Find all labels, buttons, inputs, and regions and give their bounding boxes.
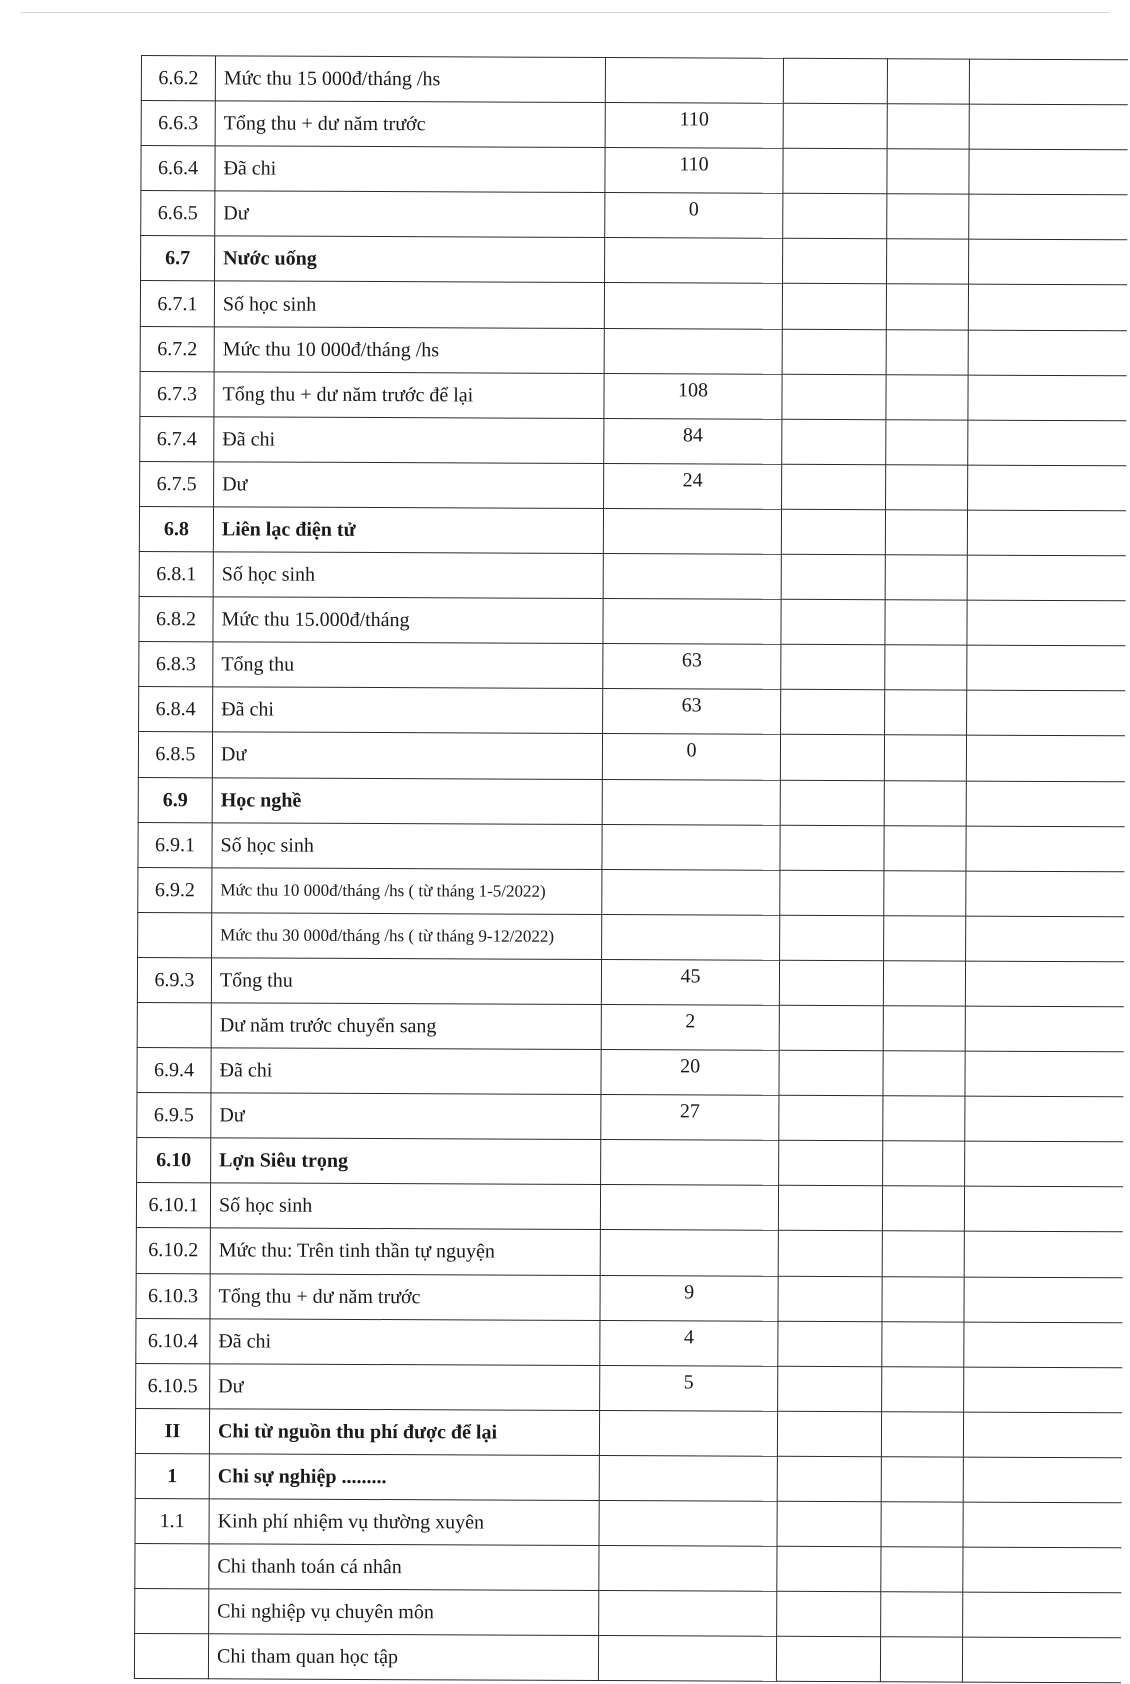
row-description-cell: Mức thu 10 000đ/tháng /hs ( từ tháng 1-5/2022) [212,868,602,915]
empty-cell [882,1276,964,1321]
table-row [136,1228,1122,1277]
empty-cell [887,194,969,239]
empty-cell [783,148,887,194]
row-description-cell: Dư năm trước chuyển sang [211,1003,601,1050]
row-number-cell: 6.7 [141,236,215,281]
empty-cell [777,1456,881,1502]
row-value-cell [599,1546,777,1592]
row-value-cell [603,599,781,645]
row-value-cell [602,869,780,915]
table-row [139,642,1125,691]
empty-cell [885,555,967,600]
empty-cell [964,1277,1122,1323]
empty-cell [781,554,885,600]
row-number-cell: 6.6.3 [141,101,215,146]
empty-cell [969,149,1127,195]
empty-cell [969,104,1127,150]
empty-cell [777,1411,881,1457]
empty-cell [963,1412,1121,1458]
row-value-cell [599,1591,777,1637]
empty-cell [780,780,884,826]
row-description-cell: Số học sinh [210,1183,600,1230]
row-number-cell: 1 [135,1453,209,1498]
table-row [138,822,1124,871]
empty-cell [964,1322,1122,1368]
empty-cell [966,916,1124,962]
row-value-cell: 63 [603,689,781,735]
row-value-cell: 63 [603,644,781,690]
empty-cell [887,149,969,194]
row-value-cell [604,283,782,329]
row-number-cell: 6.9.2 [138,867,212,912]
row-description-cell: Chi sự nghiệp ......... [209,1454,599,1501]
empty-cell [965,1006,1123,1052]
empty-cell [962,1637,1120,1683]
row-description-cell: Học nghề [212,777,602,824]
row-description-cell: Đã chi [215,146,605,193]
empty-cell [782,284,886,330]
row-number-cell: 6.9.4 [137,1048,211,1093]
row-number-cell: 6.7.2 [140,326,214,371]
table-row [140,371,1126,420]
row-number-cell: 6.8.2 [139,597,213,642]
empty-cell [886,465,968,510]
empty-cell [782,464,886,510]
row-value-cell [603,508,781,554]
empty-cell [967,690,1125,736]
row-description-cell: Dư [212,732,602,779]
empty-cell [887,59,969,104]
empty-cell [967,645,1125,691]
empty-cell [781,599,885,645]
empty-cell [781,509,885,555]
row-description-cell: Mức thu 10 000đ/tháng /hs [214,326,604,373]
empty-cell [778,1366,882,1412]
row-value-cell [602,824,780,870]
empty-cell [968,465,1126,511]
empty-cell [966,781,1124,827]
empty-cell [886,329,968,374]
empty-cell [968,420,1126,466]
table-row [141,146,1127,195]
table-row [140,326,1126,375]
empty-cell [783,58,887,104]
row-number-cell: 6.8.3 [139,642,213,687]
empty-cell [783,103,887,149]
row-value-cell [603,554,781,600]
empty-cell [966,871,1124,917]
empty-cell [777,1591,881,1637]
table-row [137,1093,1123,1142]
row-value-cell: 45 [601,959,779,1005]
empty-cell [969,194,1127,240]
row-value-cell: 9 [600,1275,778,1321]
table-row [136,1363,1122,1412]
empty-cell [779,960,883,1006]
empty-cell [780,870,884,916]
row-value-cell: 110 [605,148,783,194]
table-row [138,732,1124,781]
empty-cell [883,1141,965,1186]
empty-cell [883,961,965,1006]
empty-cell [884,916,966,961]
row-number-cell: 6.10.1 [136,1183,210,1228]
empty-cell [969,239,1127,285]
empty-cell [882,1186,964,1231]
empty-cell [885,690,967,735]
row-description-cell: Dư [214,462,604,509]
empty-cell [965,1051,1123,1097]
empty-cell [883,1096,965,1141]
row-value-cell: 110 [605,103,783,149]
row-number-cell: 6.7.1 [140,281,214,326]
empty-cell [884,870,966,915]
table-row [141,101,1127,150]
empty-cell [778,1231,882,1277]
empty-cell [968,375,1126,421]
budget-table-body [134,56,1127,1684]
row-number-cell: 6.9.3 [137,957,211,1002]
table-row [139,552,1125,601]
row-number-cell: 6.6.4 [141,146,215,191]
budget-table [134,55,1128,1684]
empty-cell [966,736,1124,782]
empty-cell [963,1547,1121,1593]
empty-cell [966,826,1124,872]
empty-cell [882,1231,964,1276]
table-row [135,1453,1121,1502]
row-value-cell [605,238,783,284]
row-description-cell: Tổng thu + dư năm trước [210,1273,600,1320]
empty-cell [884,780,966,825]
row-value-cell: 5 [600,1365,778,1411]
row-value-cell [602,914,780,960]
empty-cell [968,330,1126,376]
row-number-cell: 6.6.5 [141,191,215,236]
row-number-cell: 6.8.5 [138,732,212,777]
row-description-cell: Đã chi [211,1048,601,1095]
table-row [138,777,1124,826]
row-description-cell: Tổng thu [213,642,603,689]
row-number-cell: 6.8 [139,506,213,551]
empty-cell [882,1366,964,1411]
empty-cell [964,1186,1122,1232]
row-description-cell: Số học sinh [213,552,603,599]
empty-cell [781,690,885,736]
row-number-cell: 6.7.5 [140,461,214,506]
row-number-cell: 6.9 [138,777,212,822]
row-number-cell: 6.10.3 [136,1273,210,1318]
row-description-cell: Dư [211,1093,601,1140]
row-value-cell: 2 [601,1004,779,1050]
table-row [138,912,1124,961]
row-number-cell: 6.7.4 [140,416,214,461]
document-sheet [134,55,1127,1684]
empty-cell [782,374,886,420]
row-description-cell: Chi tham quan học tập [208,1634,598,1681]
empty-cell [963,1592,1121,1638]
empty-cell [780,735,884,781]
table-row [141,191,1127,240]
row-number-cell: 6.10.4 [136,1318,210,1363]
empty-cell [963,1502,1121,1548]
table-row [135,1498,1121,1547]
empty-cell [885,600,967,645]
row-description-cell: Số học sinh [214,281,604,328]
table-row [140,281,1126,330]
row-number-cell: 6.8.4 [139,687,213,732]
empty-cell [887,239,969,284]
row-number-cell: 6.10.2 [136,1228,210,1273]
empty-cell [778,1186,882,1232]
empty-cell [884,735,966,780]
empty-cell [965,1141,1123,1187]
empty-cell [964,1232,1122,1278]
table-row [137,957,1123,1006]
row-value-cell: 27 [601,1095,779,1141]
empty-cell [779,1005,883,1051]
row-description-cell: Đã chi [210,1318,600,1365]
table-row [140,461,1126,510]
row-number-cell: II [135,1408,209,1453]
row-value-cell: 20 [601,1050,779,1096]
row-value-cell [605,58,783,104]
empty-cell [776,1637,880,1683]
row-description-cell: Tổng thu [211,958,601,1005]
row-number-cell [137,1002,211,1047]
empty-cell [881,1412,963,1457]
empty-cell [779,1050,883,1096]
empty-cell [885,510,967,555]
row-value-cell: 84 [604,418,782,464]
empty-cell [885,645,967,690]
row-description-cell: Đã chi [213,687,603,734]
table-row [134,1634,1120,1683]
empty-cell [965,1096,1123,1142]
empty-cell [883,1006,965,1051]
empty-cell [967,510,1125,556]
row-description-cell: Chi thanh toán cá nhân [209,1544,599,1591]
empty-cell [778,1276,882,1322]
row-description-cell: Mức thu: Trên tinh thần tự nguyện [210,1228,600,1275]
empty-cell [782,419,886,465]
row-description-cell: Lợn Siêu trọng [211,1138,601,1185]
empty-cell [965,961,1123,1007]
empty-cell [884,825,966,870]
row-description-cell: Tổng thu + dư năm trước để lại [214,371,604,418]
row-value-cell [600,1185,778,1231]
page-top-edge-line [20,12,1110,13]
table-row [141,236,1127,285]
table-row [138,867,1124,916]
row-number-cell: 6.7.3 [140,371,214,416]
row-number-cell [138,912,212,957]
table-row [140,416,1126,465]
empty-cell [777,1501,881,1547]
empty-cell [967,555,1125,601]
row-description-cell: Chi từ nguồn thu phí được để lại [209,1409,599,1456]
row-description-cell: Dư [215,191,605,238]
row-value-cell [598,1636,776,1682]
table-row [139,597,1125,646]
row-description-cell: Mức thu 15.000đ/tháng [213,597,603,644]
row-description-cell: Kinh phí nhiệm vụ thường xuyên [209,1499,599,1546]
empty-cell [778,1321,882,1367]
empty-cell [967,600,1125,646]
row-value-cell [600,1230,778,1276]
empty-cell [883,1051,965,1096]
empty-cell [886,420,968,465]
row-value-cell [604,328,782,374]
row-value-cell [599,1501,777,1547]
empty-cell [782,329,886,375]
row-value-cell: 0 [602,734,780,780]
empty-cell [964,1367,1122,1413]
table-row [136,1183,1122,1232]
empty-cell [963,1457,1121,1503]
empty-cell [781,645,885,691]
table-row [141,56,1127,105]
empty-cell [887,104,969,149]
empty-cell [780,915,884,961]
row-number-cell: 6.9.1 [138,822,212,867]
table-row [135,1589,1121,1638]
table-row [135,1408,1121,1457]
row-number-cell [135,1589,209,1634]
row-value-cell [602,779,780,825]
table-row [135,1544,1121,1593]
row-value-cell [599,1410,777,1456]
empty-cell [779,1141,883,1187]
empty-cell [881,1547,963,1592]
row-description-cell: Đã chi [214,417,604,464]
row-description-cell: Tổng thu + dư năm trước [215,101,605,148]
empty-cell [886,284,968,329]
empty-cell [968,285,1126,331]
empty-cell [777,1546,881,1592]
row-number-cell [135,1544,209,1589]
row-number-cell [134,1634,208,1679]
table-row [137,1048,1123,1097]
empty-cell [783,239,887,285]
row-description-cell: Nước uống [215,236,605,283]
row-value-cell: 4 [600,1320,778,1366]
table-row [136,1318,1122,1367]
row-value-cell [601,1140,779,1186]
empty-cell [969,59,1127,105]
row-number-cell: 6.6.2 [141,56,215,101]
row-value-cell: 24 [604,463,782,509]
row-number-cell: 6.9.5 [137,1093,211,1138]
row-number-cell: 6.10.5 [136,1363,210,1408]
row-value-cell [599,1455,777,1501]
row-description-cell: Mức thu 15 000đ/tháng /hs [215,56,605,103]
empty-cell [783,194,887,240]
table-row [139,506,1125,555]
empty-cell [780,825,884,871]
row-number-cell: 6.8.1 [139,552,213,597]
table-row [137,1002,1123,1051]
empty-cell [881,1502,963,1547]
row-description-cell: Liên lạc điện tử [213,507,603,554]
row-description-cell: Số học sinh [212,822,602,869]
row-number-cell: 1.1 [135,1498,209,1543]
empty-cell [881,1457,963,1502]
table-row [139,687,1125,736]
row-description-cell: Mức thu 30 000đ/tháng /hs ( từ tháng 9-12/2022) [212,913,602,960]
empty-cell [880,1637,962,1682]
row-value-cell: 0 [605,193,783,239]
row-description-cell: Dư [210,1364,600,1411]
empty-cell [779,1095,883,1141]
empty-cell [882,1321,964,1366]
table-row [136,1273,1122,1322]
row-number-cell: 6.10 [137,1138,211,1183]
row-description-cell: Chi nghiệp vụ chuyên môn [209,1589,599,1636]
row-value-cell: 108 [604,373,782,419]
empty-cell [886,374,968,419]
table-row [137,1138,1123,1187]
